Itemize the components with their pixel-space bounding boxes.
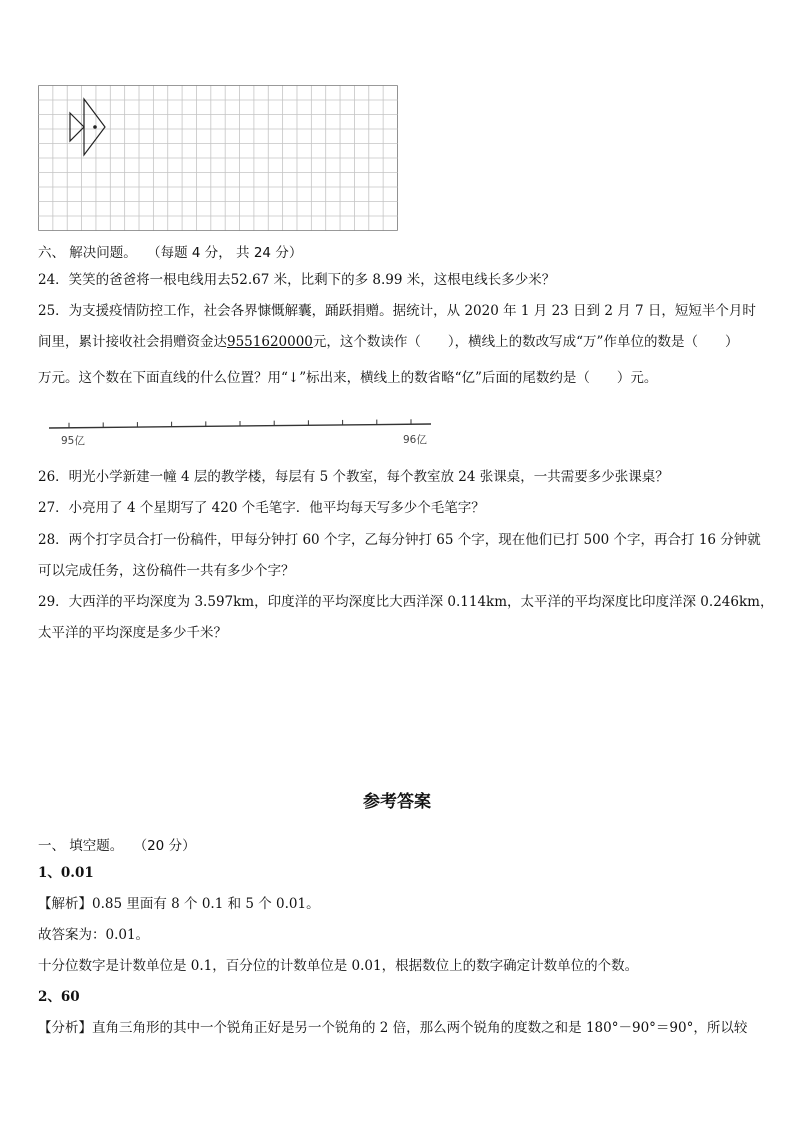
grid-figure [38,85,398,231]
question-25-line-1: 25．为支援疫情防控工作，社会各界慷慨解囊，踊跃捐赠。据统计，从 2020 年 1 月 23 日到 2 月 7 日，短短半个月时 [38,303,756,319]
answers-section-1-title: 一、 填空题。 [38,838,124,854]
question-25-line-2-post: 元，这个数读作（ ），横线上的数改写成“万”作单位的数是（ ） [312,334,739,350]
number-line-right-label: 96亿 [403,434,427,446]
question-29-line-2: 太平洋的平均深度是多少千米？ [38,625,227,641]
number-line [45,416,435,454]
answers-section-1-score: （20 分） [133,838,196,854]
section-6-title: 六、 解决问题。 [38,245,137,261]
question-26: 26．明光小学新建一幢 4 层的教学楼，每层有 5 个教室，每个教室放 24 张课桌，一共需要多少张课桌？ [38,469,669,485]
answer-1-analysis: 【解析】0.85 里面有 8 个 0.1 和 5 个 0.01。 [38,896,320,912]
section-6-score: （每题 4 分， 共 24 分） [147,245,303,261]
number-line-left-label: 95亿 [61,435,85,447]
donation-amount: 9551620000 [227,334,313,350]
question-25-line-2 [38,333,758,351]
fish-eye-dot [93,125,97,129]
answers-title: 参考答案 [363,792,431,812]
grid-lines [39,86,398,231]
question-28-line-2: 可以完成任务，这份稿件一共有多少个字？ [38,563,295,579]
section-6-heading [38,244,758,262]
answers-section-1-heading [38,837,758,855]
question-29-line-1: 29．大西洋的平均深度为 3.597km，印度洋的平均深度比大西洋深 0.114km，太平洋的平均深度比印度洋深 0.246km， [38,594,774,610]
number-line-svg [45,416,435,450]
answer-1-note: 十分位数字是计数单位是 0.1，百分位的计数单位是 0.01，根据数位上的数字确定计数单位的个数。 [38,958,639,974]
question-24: 24．笑笑的爸爸将一根电线用去52.67 米，比剩下的多 8.99 米，这根电线长多少米？ [38,272,556,288]
answer-2-heading: 2、60 [38,989,80,1005]
question-27: 27．小亮用了 4 个星期写了 420 个毛笔字．他平均每天写多少个毛笔字？ [38,500,485,516]
answer-1-heading: 1、0.01 [38,865,94,881]
answer-1-conclusion: 故答案为：0.01。 [38,927,150,943]
question-25-line-3: 万元。这个数在下面直线的什么位置？用“↓”标出来，横线上的数省略“亿”后面的尾数约是（ ）元。 [38,370,658,386]
question-28-line-1: 28．两个打字员合打一份稿件，甲每分钟打 60 个字，乙每分钟打 65 个字，现在他们已打 500 个字，再合打 16 分钟就 [38,532,761,548]
answer-2-analysis: 【分析】直角三角形的其中一个锐角正好是另一个锐角的 2 倍，那么两个锐角的度数之和是 180°－90°＝90°，所以较 [38,1020,748,1036]
question-25-line-2-pre: 间里，累计接收社会捐赠资金达 [38,334,227,350]
square-grid [38,85,398,231]
